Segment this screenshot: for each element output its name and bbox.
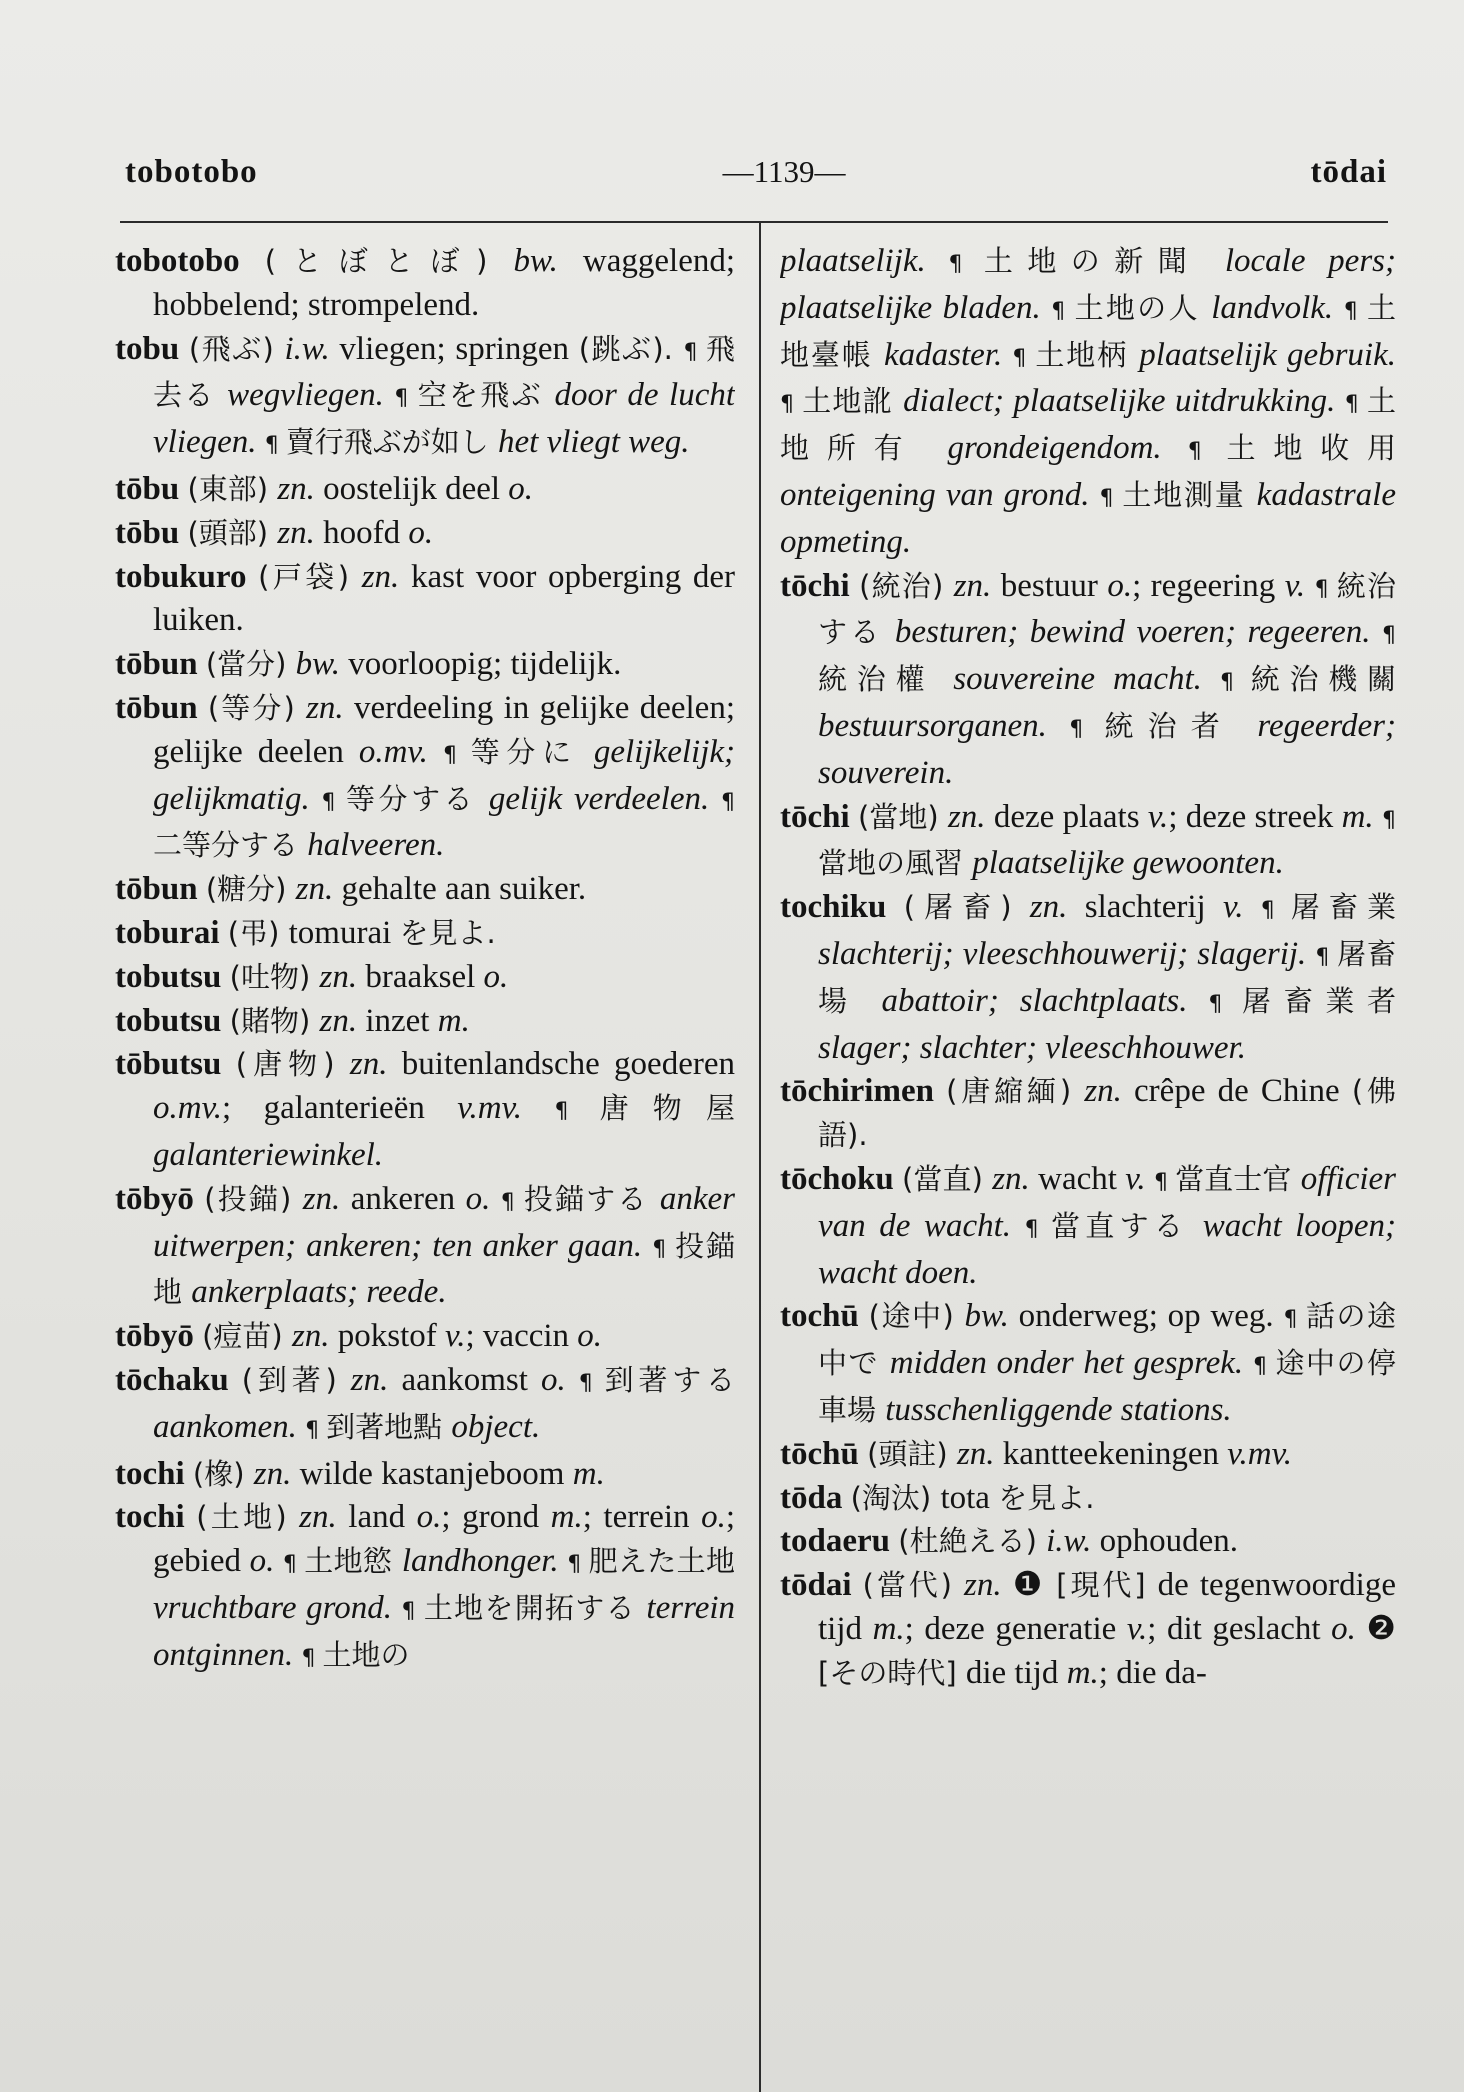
grammar-label: o. — [1331, 1610, 1367, 1647]
kanji-text: 投錨地 — [153, 1228, 735, 1310]
kanji-text: 唐物屋 — [599, 1091, 735, 1126]
grammar-label: v. — [1284, 567, 1315, 604]
kanji-text: 土地の — [322, 1637, 410, 1672]
example-translation: slager; slachter; vleeschhouwer. — [818, 1029, 1246, 1066]
example-marker: ¶ — [554, 1099, 600, 1125]
definition-text: ❶ — [1012, 1567, 1057, 1604]
example-marker: ¶ — [652, 1236, 676, 1262]
example-marker: ¶ — [282, 1552, 305, 1578]
grammar-label: zn. — [253, 1455, 300, 1492]
dictionary-entry — [115, 556, 735, 644]
grammar-label: o. — [416, 1499, 442, 1536]
kanji-text: 土地の新聞 — [983, 244, 1225, 278]
kanji-text: (唐物) — [235, 1047, 350, 1082]
headword: tōbun — [115, 871, 206, 908]
definition-text: hoofd — [323, 514, 409, 551]
dictionary-entry — [115, 1178, 735, 1315]
kanji-text: (到著) — [241, 1362, 351, 1397]
definition-text: de tegenwoordige tijd — [818, 1567, 1396, 1647]
kanji-text: 土地測量 — [1122, 477, 1257, 512]
headword: tōbyō — [115, 1180, 205, 1217]
grammar-label: zn. — [319, 1002, 366, 1039]
dictionary-entry — [115, 1000, 735, 1044]
left-guide-word: tobotobo — [125, 153, 258, 190]
dictionary-entry — [115, 328, 735, 468]
grammar-label: o. — [483, 958, 509, 995]
kanji-text: 賣行飛ぶが如し — [285, 425, 498, 460]
dictionary-entry — [115, 468, 735, 512]
grammar-label: m. — [572, 1455, 605, 1492]
kanji-text: 飛去る — [153, 331, 735, 413]
header-rule — [120, 221, 1388, 223]
kanji-text: (等分) — [207, 690, 307, 725]
headword: tōbu — [115, 514, 188, 551]
example-translation: terrein ontginnen. — [153, 1589, 735, 1673]
definition-text: ophouden. — [1099, 1523, 1238, 1560]
example-marker: ¶ — [1219, 670, 1251, 696]
grammar-label: zn. — [1084, 1073, 1135, 1110]
example-marker: ¶ — [1283, 1307, 1306, 1333]
kanji-text: (戸袋) — [258, 559, 362, 594]
example-translation: object. — [451, 1408, 541, 1445]
example-marker: ¶ — [780, 392, 803, 418]
grammar-label: zn. — [295, 871, 342, 908]
definition-text: ; dit geslacht — [1147, 1610, 1332, 1647]
definition-text: deze plaats — [993, 798, 1148, 835]
example-marker: ¶ — [1344, 392, 1367, 418]
column-divider — [759, 222, 761, 2092]
headword: tōbyō — [115, 1318, 203, 1355]
headword: tōchirimen — [780, 1073, 947, 1110]
example-marker: ¶ — [1051, 298, 1075, 324]
grammar-label: zn. — [350, 1361, 402, 1398]
example-translation: kadastrale opmeting. — [780, 476, 1396, 560]
kanji-text: 土地所有 — [780, 384, 1396, 466]
definition-text: braaksel — [365, 958, 484, 995]
headword: tōchū — [780, 1435, 868, 1472]
definition-text: ; vaccin — [465, 1318, 578, 1355]
kanji-text: (弔) — [227, 915, 289, 950]
dictionary-entry — [115, 1453, 735, 1497]
example-translation: ankerplaats; reede. — [191, 1274, 447, 1311]
example-translation: regeerder; souverein. — [818, 707, 1396, 791]
example-translation: aankomen. — [153, 1408, 306, 1445]
grammar-label: o. — [1107, 567, 1133, 604]
grammar-label: zn. — [1029, 889, 1085, 926]
example-marker: ¶ — [683, 339, 706, 365]
kanji-text: 土地臺帳 — [780, 290, 1396, 372]
kanji-text: 話の途中で — [818, 1299, 1396, 1381]
example-translation: dialect; plaatselijke uitdrukking. — [903, 383, 1345, 420]
kanji-text: (杜絶える) — [898, 1524, 1047, 1559]
definition-text: wacht — [1038, 1160, 1126, 1197]
kanji-text: [その時代] — [818, 1655, 966, 1690]
example-translation: landhonger. — [401, 1543, 568, 1580]
definition-text: vliegen; springen — [339, 330, 579, 367]
headword: tōchi — [780, 798, 858, 835]
grammar-label: v. — [445, 1318, 466, 1355]
kanji-text: 投錨する — [523, 1181, 660, 1216]
definition-text: ; terrein — [582, 1499, 702, 1536]
headword: tochū — [780, 1298, 869, 1335]
kanji-text: 土地收用 — [1226, 431, 1396, 466]
headword: tochiku — [780, 889, 904, 926]
dictionary-entry — [115, 240, 735, 328]
kanji-text: 統治機關 — [1250, 662, 1396, 697]
headword: todaeru — [780, 1523, 899, 1560]
example-translation: wacht loopen; wacht doen. — [818, 1207, 1396, 1291]
kanji-text: 土地慾 — [304, 1544, 402, 1579]
headword: tōbu — [115, 470, 188, 507]
kanji-text: 土地柄 — [1035, 337, 1140, 372]
kanji-text: を見よ. — [998, 1480, 1095, 1515]
definition-text: ❷ — [1366, 1610, 1396, 1647]
example-translation: plaatselijk gebruik. — [1139, 336, 1396, 373]
definition-text: ankeren — [350, 1180, 466, 1217]
example-translation: slachterij; vleeschhouwerij; slagerij. — [818, 935, 1316, 972]
grammar-label: o. — [577, 1318, 603, 1355]
kanji-text: 土地訛 — [802, 384, 904, 419]
kanji-text: 等分する — [346, 781, 489, 816]
example-marker: ¶ — [1069, 716, 1105, 742]
kanji-text: (當代) — [862, 1568, 964, 1603]
grammar-label: v.mv. — [457, 1090, 555, 1127]
kanji-text: (途中) — [868, 1299, 965, 1334]
definition-text: tomurai — [288, 914, 400, 951]
definition-text: slachterij — [1084, 889, 1223, 926]
example-marker: ¶ — [401, 1598, 424, 1624]
grammar-label: zn. — [349, 1046, 402, 1083]
headword: tobotobo — [115, 243, 265, 279]
example-translation: onteigening van grond. — [780, 476, 1100, 513]
dictionary-entry — [780, 1433, 1396, 1477]
example-translation: plaatselijk. — [780, 243, 949, 279]
dictionary-entry — [780, 1564, 1396, 1695]
definition-text: ; galanterieën — [222, 1090, 458, 1127]
kanji-text: (佛語). — [818, 1074, 1396, 1153]
grammar-label: v. — [1147, 798, 1169, 835]
kanji-text: 統治者 — [1104, 708, 1258, 743]
example-marker: ¶ — [1381, 807, 1396, 833]
example-marker: ¶ — [948, 252, 984, 277]
kanji-text: 到著する — [604, 1362, 735, 1397]
grammar-label: i.w. — [284, 330, 340, 367]
dictionary-entry — [115, 912, 735, 956]
definition-text: aankomst — [401, 1361, 541, 1398]
kanji-text: 空を飛ぶ — [417, 378, 555, 413]
grammar-label: o. — [249, 1543, 283, 1580]
kanji-text: 肥えた土地 — [588, 1544, 735, 1579]
example-translation: landvolk. — [1211, 289, 1344, 326]
example-translation: tusschenliggende stations. — [885, 1391, 1232, 1428]
grammar-label: bw. — [964, 1298, 1019, 1335]
grammar-label: o.mv. — [153, 1090, 223, 1127]
headword: tobukuro — [115, 558, 259, 595]
example-translation: grondeigendom. — [947, 430, 1188, 467]
definition-text: tota — [940, 1479, 999, 1516]
kanji-text: (當地) — [857, 799, 948, 834]
running-header — [125, 148, 1387, 196]
headword: tōchi — [780, 567, 860, 604]
kanji-text: (當直) — [902, 1161, 993, 1196]
grammar-label: zn. — [291, 1318, 338, 1355]
example-translation: bestuursorganen. — [818, 707, 1070, 744]
dictionary-entry — [115, 868, 735, 912]
definition-text: land — [348, 1499, 417, 1536]
entry-continuation — [780, 240, 1396, 565]
kanji-text: 土地の人 — [1074, 290, 1212, 325]
example-translation: vruchtbare grond. — [153, 1589, 402, 1626]
grammar-label: v.mv. — [1227, 1435, 1293, 1472]
kanji-text: (唐縮緬) — [946, 1074, 1085, 1109]
headword: tobu — [115, 330, 189, 367]
definition-text: voorloopig; tijdelijk. — [348, 646, 622, 683]
example-translation: midden onder het gesprek. — [889, 1345, 1253, 1382]
example-translation: souvereine macht. — [953, 661, 1220, 698]
example-marker: ¶ — [1154, 1169, 1176, 1195]
example-marker: ¶ — [1315, 944, 1338, 970]
right-column — [780, 240, 1396, 2080]
grammar-label: zn. — [306, 689, 354, 726]
example-marker: ¶ — [1099, 485, 1123, 511]
kanji-text: 屠畜場 — [818, 936, 1396, 1018]
definition-text: ; regeering — [1132, 567, 1285, 604]
example-translation: officier van de wacht. — [818, 1160, 1396, 1244]
grammar-label: m. — [1066, 1654, 1099, 1691]
grammar-label: zn. — [361, 558, 411, 595]
grammar-label: zn. — [963, 1567, 1013, 1604]
page-number: —1139— — [722, 154, 846, 189]
grammar-label: o.mv. — [358, 733, 443, 770]
kanji-text: (糖分) — [205, 872, 296, 907]
kanji-text: [現代] — [1056, 1568, 1158, 1603]
kanji-text: 土地を開拓する — [423, 1590, 647, 1625]
definition-text: wilde kastanjeboom — [299, 1455, 573, 1492]
right-guide-word: tōdai — [1310, 153, 1387, 190]
definition-text: verdeeling in gelijke deelen; gelijke deelen — [153, 689, 735, 770]
kanji-text: 二等分する — [153, 828, 308, 863]
definition-text: oostelijk deel — [323, 470, 509, 507]
kanji-text: (跳ぶ). — [578, 331, 684, 366]
headword: tōbutsu — [115, 1046, 236, 1083]
grammar-label: zn. — [992, 1160, 1039, 1197]
example-translation: halveeren. — [307, 827, 445, 864]
dictionary-entry — [780, 1070, 1396, 1158]
grammar-label: m. — [872, 1610, 905, 1647]
grammar-label: v. — [1223, 889, 1261, 926]
kanji-text: を見よ. — [399, 915, 496, 950]
grammar-label: zn. — [299, 1499, 349, 1536]
dictionary-entry — [115, 1359, 735, 1453]
example-translation: abattoir; slachtplaats. — [881, 982, 1209, 1019]
definition-text: waggelend; hobbelend; strompelend. — [153, 243, 735, 323]
left-column — [115, 240, 735, 2080]
headword: tochi — [115, 1455, 193, 1492]
definition-text: onderweg; op weg. — [1018, 1298, 1284, 1335]
kanji-text: 等分に — [470, 734, 594, 769]
dictionary-entry — [780, 1295, 1396, 1432]
grammar-label: zn. — [947, 798, 994, 835]
grammar-label: v. — [1126, 1610, 1148, 1647]
headword: tobutsu — [115, 1002, 230, 1039]
headword: tobutsu — [115, 958, 230, 995]
definition-text: ; deze generatie — [904, 1610, 1127, 1647]
example-translation: locale pers; plaatselijke bladen. — [780, 243, 1396, 326]
dictionary-entry — [115, 512, 735, 556]
headword: tōchaku — [115, 1361, 242, 1398]
definition-text: die tijd — [965, 1654, 1067, 1691]
definition-text: crêpe de Chine — [1134, 1073, 1352, 1110]
example-translation: gelijkelijk; gelijkmatig. — [153, 733, 735, 817]
example-marker: ¶ — [1343, 298, 1367, 324]
definition-text: gehalte aan suiker. — [341, 871, 587, 908]
dictionary-entry — [780, 1520, 1396, 1564]
example-marker: ¶ — [500, 1189, 524, 1215]
dictionary-entry — [115, 956, 735, 1000]
example-marker: ¶ — [721, 789, 735, 815]
grammar-label: bw. — [295, 646, 349, 683]
grammar-label: m. — [437, 1002, 470, 1039]
dictionary-entry — [780, 565, 1396, 796]
example-translation: galanteriewinkel. — [153, 1136, 384, 1173]
definition-text: kantteekeningen — [1002, 1435, 1228, 1472]
example-marker: ¶ — [305, 1417, 327, 1443]
definition-text: ; deze streek — [1168, 798, 1342, 835]
kanji-text: (痘苗) — [202, 1319, 292, 1354]
kanji-text: (東部) — [187, 471, 278, 506]
dictionary-entry — [115, 643, 735, 687]
definition-text: ; gebied — [153, 1499, 735, 1580]
example-translation: anker uitwerpen; ankeren; ten anker gaan. — [153, 1180, 735, 1264]
definition-text: ; grond — [441, 1499, 551, 1536]
example-marker: ¶ — [1187, 439, 1227, 465]
grammar-label: zn. — [956, 1435, 1003, 1472]
kanji-text: (橡) — [192, 1456, 254, 1491]
kanji-text: 到著地點 — [326, 1409, 452, 1444]
grammar-label: o. — [408, 514, 434, 551]
example-translation: wegvliegen. — [227, 377, 395, 414]
kanji-text: (當分) — [205, 647, 296, 682]
headword: tōbun — [115, 689, 208, 726]
definition-text: buitenlandsche goederen — [401, 1046, 735, 1083]
kanji-text: (土地) — [196, 1500, 300, 1535]
dictionary-entry — [780, 1158, 1396, 1295]
kanji-text: (淘汰) — [850, 1480, 941, 1515]
definition-text: inzet — [365, 1002, 438, 1039]
definition-text: pokstof — [337, 1318, 446, 1355]
grammar-label: o. — [540, 1361, 579, 1398]
example-marker: ¶ — [264, 433, 286, 459]
headword: tōdai — [780, 1567, 863, 1604]
headword: tōchoku — [780, 1160, 903, 1197]
kanji-text: (頭註) — [867, 1436, 957, 1471]
headword: tochi — [115, 1499, 197, 1536]
grammar-label: zn. — [302, 1180, 351, 1217]
headword: toburai — [115, 914, 228, 951]
example-translation: besturen; bewind voeren; regeeren. — [894, 614, 1382, 651]
kanji-text: (統治) — [859, 568, 954, 603]
headword: tōbun — [115, 646, 206, 683]
dictionary-entry — [780, 886, 1396, 1070]
dictionary-entry — [115, 1496, 735, 1680]
headword: tōda — [780, 1479, 851, 1516]
example-marker: ¶ — [321, 789, 347, 815]
definition-text: bestuur — [1000, 567, 1108, 604]
example-translation: gelijk verdeelen. — [488, 780, 722, 817]
grammar-label: o. — [508, 470, 534, 507]
grammar-label: o. — [465, 1180, 501, 1217]
example-marker: ¶ — [1208, 991, 1243, 1017]
example-marker: ¶ — [1024, 1216, 1051, 1242]
kanji-text: (飛ぶ) — [188, 331, 285, 366]
example-marker: ¶ — [1382, 623, 1396, 649]
example-translation: door de lucht vliegen. — [153, 377, 735, 461]
grammar-label: m. — [550, 1499, 583, 1536]
grammar-label: v. — [1125, 1160, 1155, 1197]
grammar-label: zn. — [953, 567, 1001, 604]
kanji-text: (とぼとぼ) — [264, 244, 514, 278]
dictionary-entry — [115, 687, 735, 868]
example-translation: het vliegt weg. — [498, 424, 690, 461]
example-marker: ¶ — [394, 386, 418, 412]
example-marker: ¶ — [1012, 345, 1036, 371]
example-marker: ¶ — [1260, 898, 1291, 924]
kanji-text: (投錨) — [204, 1181, 303, 1216]
grammar-label: i.w. — [1046, 1523, 1100, 1560]
kanji-text: (頭部) — [187, 515, 278, 550]
kanji-text: (屠畜) — [903, 890, 1030, 925]
example-translation: plaatselijke gewoonten. — [972, 845, 1284, 882]
kanji-text: 當直士官 — [1175, 1161, 1301, 1196]
kanji-text: 途中の停車場 — [818, 1346, 1396, 1427]
kanji-text: 屠畜業 — [1290, 890, 1396, 925]
example-marker: ¶ — [1252, 1354, 1276, 1380]
example-marker: ¶ — [1314, 576, 1337, 602]
grammar-label: m. — [1341, 798, 1382, 835]
grammar-label: o. — [701, 1499, 726, 1536]
example-marker: ¶ — [567, 1552, 589, 1578]
definition-text: kast voor opberging der luiken. — [153, 558, 735, 639]
example-translation: kadaster. — [883, 336, 1013, 373]
example-marker: ¶ — [301, 1645, 323, 1671]
grammar-label: zn. — [277, 470, 324, 507]
grammar-label: zn. — [319, 958, 366, 995]
kanji-text: (吐物) — [229, 959, 320, 994]
example-marker: ¶ — [578, 1370, 605, 1396]
kanji-text: 統治權 — [818, 662, 954, 697]
dictionary-entry — [780, 1477, 1396, 1521]
dictionary-entry — [115, 1043, 735, 1177]
example-marker: ¶ — [442, 742, 471, 768]
definition-text: ; die da- — [1098, 1654, 1207, 1691]
kanji-text: 當地の風習 — [818, 846, 973, 881]
kanji-text: 當直する — [1050, 1208, 1203, 1243]
kanji-text: (賭物) — [229, 1003, 320, 1038]
grammar-label: zn. — [277, 514, 324, 551]
kanji-text: 統治する — [818, 568, 1396, 650]
grammar-label: bw. — [513, 243, 583, 279]
dictionary-entry — [780, 796, 1396, 887]
kanji-text: 屠畜業者 — [1242, 983, 1396, 1018]
dictionary-entry — [115, 1315, 735, 1359]
